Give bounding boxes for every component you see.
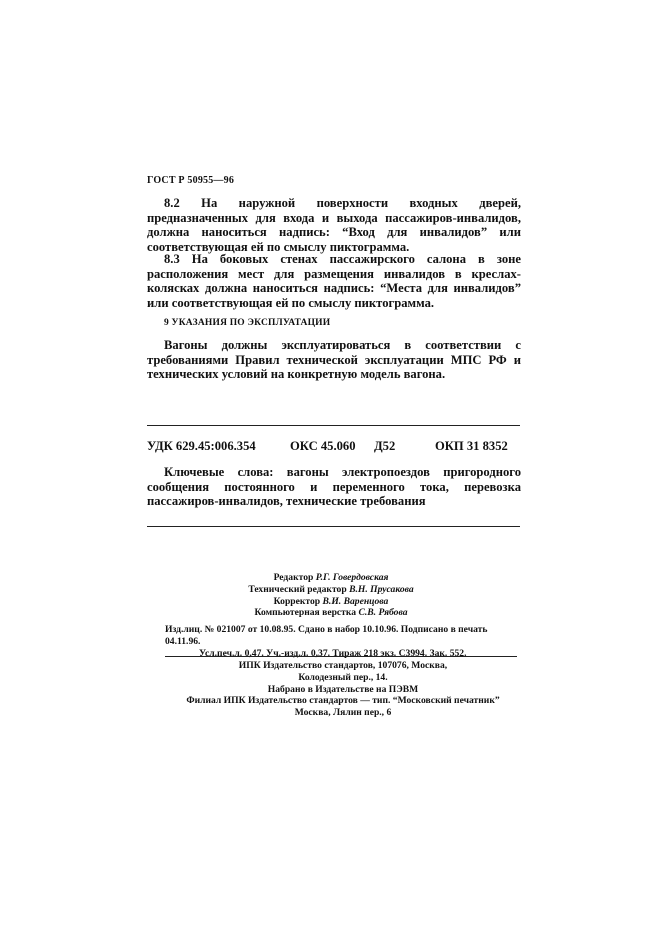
credit-line: Компьютерная верстка С.В. Рябова <box>254 607 408 619</box>
udk-code: УДК 629.45:006.354 <box>147 439 256 453</box>
credit-line: Редактор Р.Г. Говердовская <box>273 572 389 583</box>
imprint-line: Усл.печ.л. 0,47. Уч.-изд.л. 0,37. Тираж 218 экз. С3994. Зак. 552. <box>199 647 467 659</box>
publisher-line: Колодезный пер., 14. <box>298 671 388 683</box>
imprint-line: Изд.лиц. № 021007 от 10.08.95. Сдано в набор 10.10.96. Подписано в печать 04.11.96. <box>165 624 488 647</box>
oks-code: ОКС 45.060 <box>290 439 356 453</box>
divider-middle <box>147 526 520 527</box>
publisher-line: ИПК Издательство стандартов, 107076, Москва, <box>238 660 448 671</box>
section-title: 9 УКАЗАНИЯ ПО ЭКСПЛУАТАЦИИ <box>164 318 331 328</box>
clause-8-2: 8.2 На наружной поверхности входных дверей, предназначенных для входа и выхода пассажиров-инвалидов, должна наноситься надпись: “Вход для инвалидов” или соответствующая ей по смыслу пиктограмма. <box>147 196 521 254</box>
credit-line: Технический редактор В.Н. Прусакова <box>248 583 414 595</box>
okp-code: ОКП 31 8352 <box>435 439 508 453</box>
divider-bottom <box>165 656 517 657</box>
publisher-line: Москва, Лялин пер., 6 <box>294 707 392 719</box>
publisher-block <box>165 660 521 719</box>
credits-block <box>231 572 431 619</box>
document-header: ГОСТ Р 50955—96 <box>147 175 235 186</box>
group-code: Д52 <box>374 439 396 453</box>
imprint-block <box>165 624 521 659</box>
publisher-line: Филиал ИПК Издательство стандартов — тип. “Московский печатник” <box>186 695 500 707</box>
section-text: Вагоны должны эксплуатироваться в соответствии с требованиями Правил технической эксплуатации МПС РФ и технических условий на конкретную модель вагона. <box>147 338 521 382</box>
clause-8-3: 8.3 На боковых стенах пассажирского салона в зоне расположения мест для размещения инвалидов в креслах-колясках должна наноситься надпись: “Места для инвалидов” или соответствующая ей по смыслу пиктограмма. <box>147 252 521 310</box>
credit-line: Корректор В.И. Варенцова <box>273 595 389 607</box>
divider-top <box>147 425 520 426</box>
publisher-line: Набрано в Издательстве на ПЭВМ <box>267 683 419 695</box>
keywords: Ключевые слова: вагоны электропоездов пригородного сообщения постоянного и переменного тока, перевозка пассажиров-инвалидов, технические требования <box>147 465 521 509</box>
